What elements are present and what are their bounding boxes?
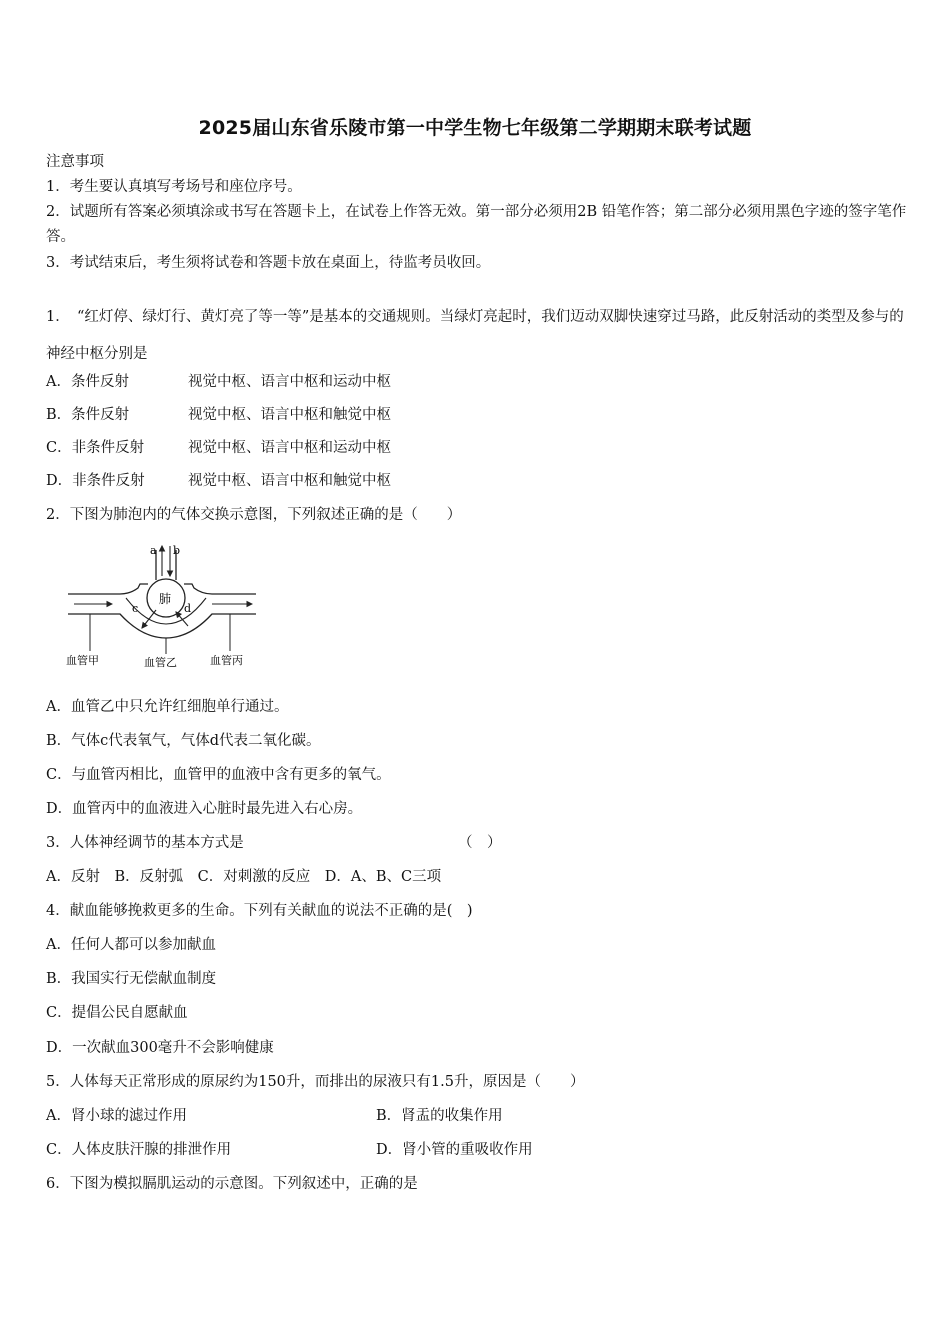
question-3-paren: （ ） — [458, 835, 502, 851]
q4-option-d: D．一次献血300毫升不会影响健康 — [46, 1040, 274, 1056]
label-b: b — [173, 544, 181, 557]
label-vessel-c: 血管丙 — [210, 654, 243, 667]
q2-option-a: A．血管乙中只允许红细胞单行通过。 — [46, 699, 289, 715]
question-2-stem: 2．下图为肺泡内的气体交换示意图，下列叙述正确的是（ ） — [46, 507, 462, 523]
q2-option-d: D．血管丙中的血液进入心脏时最先进入右心房。 — [46, 801, 363, 817]
q4-option-b: B．我国实行无偿献血制度 — [46, 971, 217, 987]
notice-item: 1．考生要认真填写考场号和座位序号。 — [46, 179, 302, 195]
label-d: d — [184, 602, 192, 615]
q5-option-d: D．肾小管的重吸收作用 — [376, 1142, 533, 1158]
question-5-stem: 5．人体每天正常形成的原尿约为150升，而排出的尿液只有1.5升，原因是（ ） — [46, 1074, 585, 1090]
label-lung: 肺 — [159, 592, 172, 606]
notice-heading: 注意事项 — [46, 154, 104, 170]
notice-item: 3．考试结束后，考生须将试卷和答题卡放在桌面上，待监考员收回。 — [46, 255, 491, 271]
label-c: c — [132, 602, 139, 615]
q5-option-b: B．肾盂的收集作用 — [376, 1108, 503, 1124]
question-1-stem: 1． “红灯停、绿灯行、黄灯亮了等一等”是基本的交通规则。当绿灯亮起时，我们迈动双脚快速穿过马路，此反射活动的类型及参与的神经中枢分别是 — [46, 309, 904, 362]
label-a: a — [150, 544, 157, 557]
label-vessel-a: 血管甲 — [66, 654, 99, 667]
question-6-stem: 6．下图为模拟膈肌运动的示意图。下列叙述中，正确的是 — [46, 1176, 418, 1192]
vessel-wall-lower — [68, 614, 256, 638]
q1-option-b: B．条件反射 视觉中枢、语言中枢和触觉中枢 — [46, 407, 391, 423]
question-4-stem: 4．献血能够挽救更多的生命。下列有关献血的说法不正确的是( ) — [46, 903, 473, 919]
q5-option-c: C．人体皮肤汗腺的排泄作用 — [46, 1142, 232, 1158]
q1-option-c: C．非条件反射 视觉中枢、语言中枢和运动中枢 — [46, 440, 391, 456]
notice-item: 2．试题所有答案必须填涂或书写在答题卡上，在试卷上作答无效。第一部分必须用2B 铅笔作答；第二部分必须用黑色字迹的签字笔作答。 — [46, 204, 907, 245]
q1-option-d: D．非条件反射 视觉中枢、语言中枢和触觉中枢 — [46, 473, 391, 489]
exam-title: 2025届山东省乐陵市第一中学生物七年级第二学期期末联考试题 — [198, 117, 752, 139]
q2-option-b: B．气体c代表氧气，气体d代表二氧化碳。 — [46, 733, 321, 749]
alveolus-gas-exchange-figure — [60, 536, 260, 676]
question-3-stem: 3．人体神经调节的基本方式是 — [46, 835, 244, 851]
label-vessel-b: 血管乙 — [144, 656, 177, 669]
q3-options: A．反射 B．反射弧 C．对刺激的反应 D．A、B、C三项 — [46, 869, 442, 885]
arrow-c — [142, 610, 156, 628]
q4-option-c: C．提倡公民自愿献血 — [46, 1005, 188, 1021]
q2-option-c: C．与血管丙相比，血管甲的血液中含有更多的氧气。 — [46, 767, 391, 783]
q5-option-a: A．肾小球的滤过作用 — [46, 1108, 187, 1124]
q1-option-a: A．条件反射 视觉中枢、语言中枢和运动中枢 — [46, 374, 391, 390]
q4-option-a: A．任何人都可以参加献血 — [46, 937, 216, 953]
